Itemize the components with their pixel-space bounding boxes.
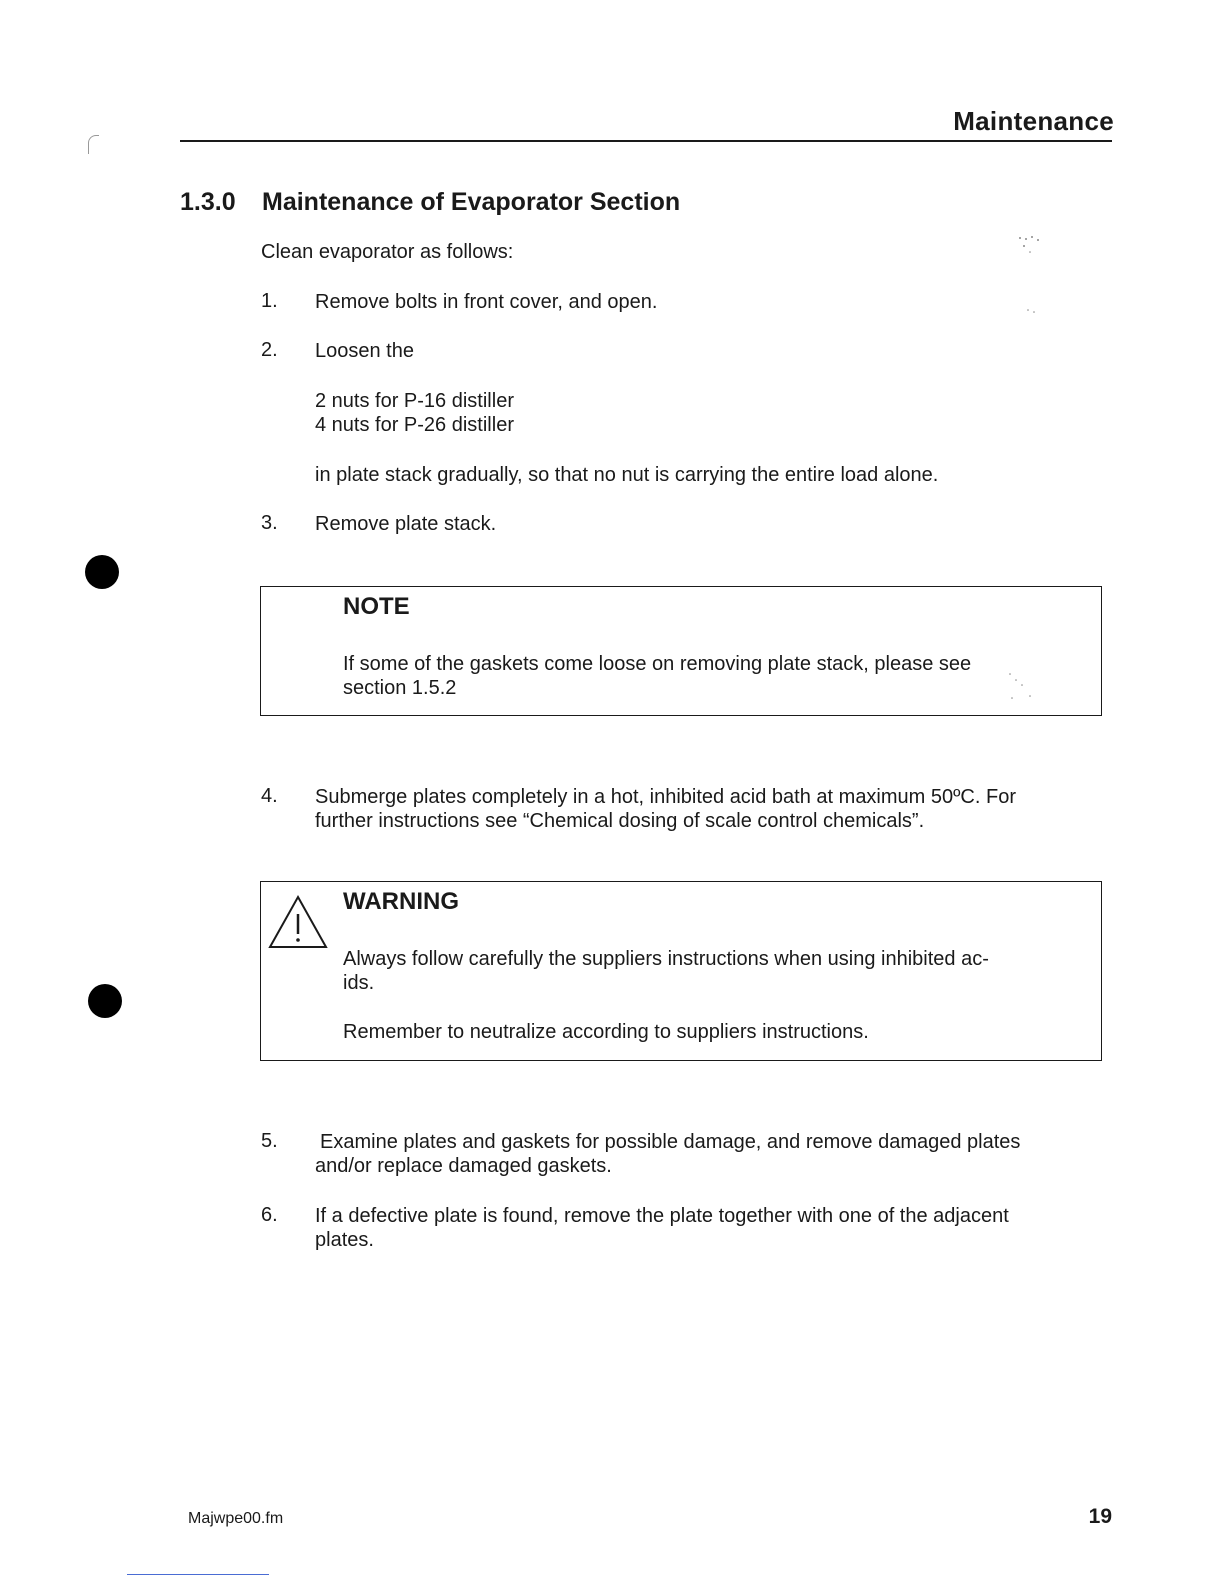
scan-artifact <box>88 135 99 154</box>
step-4-number: 4. <box>261 785 278 807</box>
section-title: Maintenance of Evaporator Section <box>262 188 681 216</box>
page-number: 19 <box>1088 1505 1112 1528</box>
bottom-link-underline <box>127 1574 269 1575</box>
warning-line-1: Always follow carefully the suppliers instructions when using inhibited ac- <box>343 948 989 970</box>
scan-noise <box>1000 230 1060 730</box>
note-title: NOTE <box>343 593 410 620</box>
step-2-subline-2: 4 nuts for P-26 distiller <box>315 414 514 436</box>
running-header-title: Maintenance <box>953 106 1114 136</box>
note-line-2: section 1.5.2 <box>343 677 457 699</box>
step-4-line-1: Submerge plates completely in a hot, inhibited acid bath at maximum 50ºC. For <box>315 786 1016 808</box>
intro-text: Clean evaporator as follows: <box>261 241 514 263</box>
footer-filename: Majwpe00.fm <box>188 1510 284 1527</box>
warning-line-3: Remember to neutralize according to suppliers instructions. <box>343 1021 869 1043</box>
step-1-number: 1. <box>261 290 278 312</box>
step-5-number: 5. <box>261 1130 278 1152</box>
step-2-text: Loosen the <box>315 340 414 362</box>
note-line-1: If some of the gaskets come loose on removing plate stack, please see <box>343 653 972 675</box>
step-5-line-1: Examine plates and gaskets for possible damage, and remove damaged plates <box>320 1131 1021 1153</box>
step-3-text: Remove plate stack. <box>315 513 497 535</box>
hole-punch-dot <box>85 555 119 589</box>
header-rule <box>180 140 1112 142</box>
step-2-continuation: in plate stack gradually, so that no nut is carrying the entire load alone. <box>315 464 939 486</box>
step-1-text: Remove bolts in front cover, and open. <box>315 291 658 313</box>
step-4-line-2: further instructions see “Chemical dosing of scale control chemicals”. <box>315 810 925 832</box>
warning-triangle-icon <box>267 894 329 950</box>
step-2-subline-1: 2 nuts for P-16 distiller <box>315 390 514 412</box>
warning-line-2: ids. <box>343 972 375 994</box>
hole-punch-dot <box>88 984 122 1018</box>
step-5-line-2: and/or replace damaged gaskets. <box>315 1155 612 1177</box>
step-6-line-1: If a defective plate is found, remove the plate together with one of the adjacent <box>315 1205 1009 1227</box>
note-box <box>260 586 1102 716</box>
step-2-number: 2. <box>261 339 278 361</box>
step-6-line-2: plates. <box>315 1229 374 1251</box>
step-6-number: 6. <box>261 1204 278 1226</box>
section-number: 1.3.0 <box>180 188 236 216</box>
step-3-number: 3. <box>261 512 278 534</box>
warning-title: WARNING <box>343 888 459 915</box>
warning-box <box>260 881 1102 1061</box>
